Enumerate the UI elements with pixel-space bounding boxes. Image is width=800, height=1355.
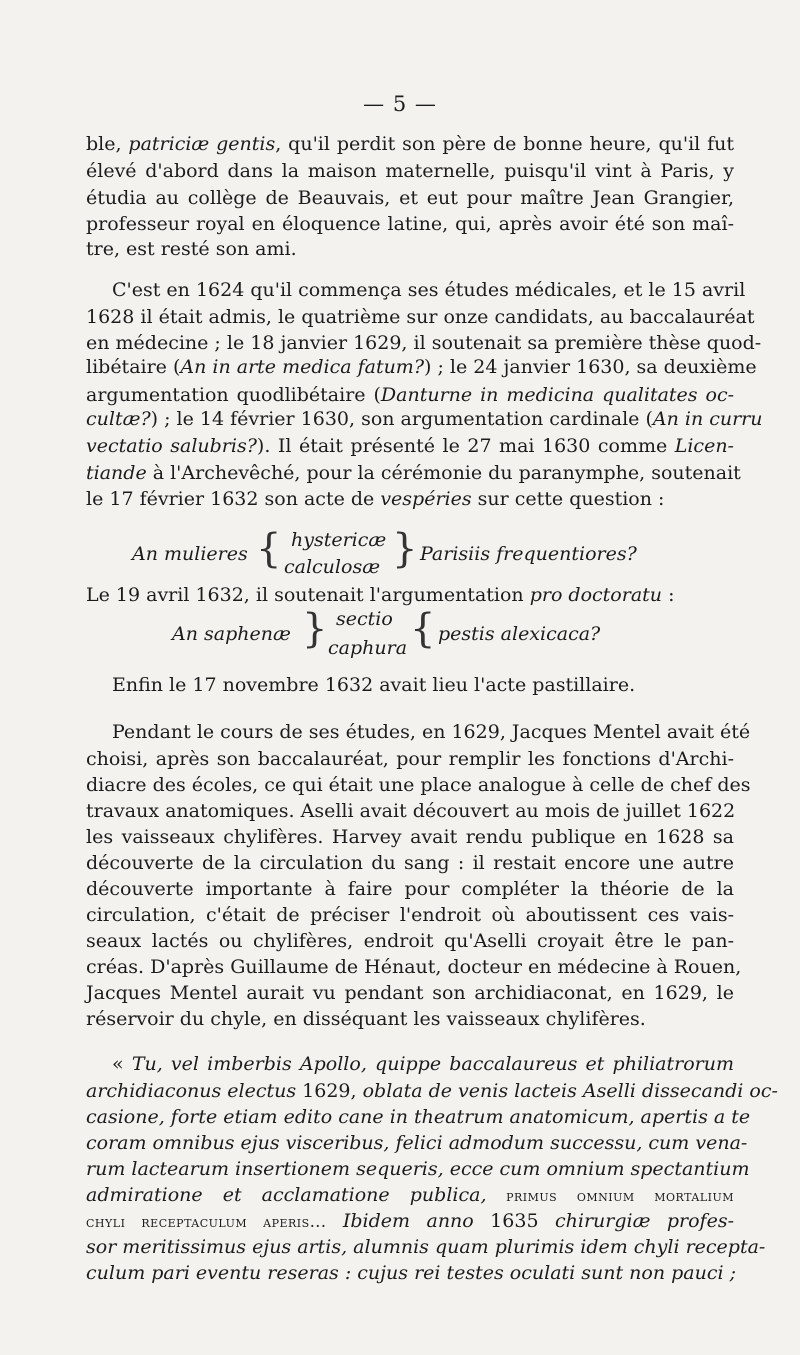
text-line: coram omnibus ejus visceribus, felici admodum successu, cum vena- [86,1132,748,1154]
text-line: créas. D'après Guillaume de Hénaut, docteur en médecine à Rouen, [86,956,742,978]
text-line: tre, est resté son ami. [86,238,297,260]
formula-top: hystericæ [291,529,387,551]
text-line: culum pari eventu reseras : cujus rei testes oculati sunt non pauci ; [86,1262,737,1284]
text-line: les vaisseaux chylifères. Harvey avait rendu publique en 1628 sa [86,826,734,848]
right-brace: } [392,526,418,572]
text-line: diacre des écoles, ce qui était une place analogue à celle de chef des [86,774,751,796]
text-line: ble, patriciæ gentis, qu'il perdit son père de bonne heure, qu'il fut [86,133,735,155]
text-line: 1628 il était admis, le quatrième sur onze candidats, au baccalauréat [86,306,755,328]
text-line: découverte de la circulation du sang : il restait encore une autre [86,852,734,874]
text-line: élevé d'abord dans la maison maternelle, puisqu'il vint à Paris, y [86,160,734,182]
text-line: cultæ?) ; le 14 février 1630, son argumentation cardinale (An in curru [86,408,763,430]
paragraph-3: Le 19 avril 1632, il soutenait l'argumentation pro doctoratu : [86,584,675,606]
text-line: professeur royal en éloquence latine, qui, après avoir été son maî- [86,213,734,235]
text-line: Pendant le cours de ses études, en 1629, Jacques Mentel avait été [112,721,751,743]
text-line: tiande à l'Archevêché, pour la cérémonie du paranymphe, soutenait [86,462,741,484]
text-line: seaux lactés ou chylifères, endroit qu'Aselli croyait être le pan- [86,930,734,952]
text-line: « Tu, vel imberbis Apollo, quippe baccalaureus et philiatrorum [112,1053,734,1075]
page-number: — 5 — [363,92,437,116]
text-line: travaux anatomiques. Aselli avait découvert au mois de juillet 1622 [86,800,736,822]
text-line: le 17 février 1632 son acte de vespéries sur cette question : [86,488,665,510]
text-line: admiratione et acclamatione publica, primus omnium mortalium [86,1184,734,1206]
text-line: découverte importante à faire pour compléter la théorie de la [86,878,734,900]
text-line: C'est en 1624 qu'il commença ses études médicales, et le 15 avril [112,279,746,301]
text-line: réservoir du chyle, en disséquant les vaisseaux chylifères. [86,1008,646,1030]
paragraph-4: Enfin le 17 novembre 1632 avait lieu l'acte pastillaire. [112,674,636,696]
formula-bottom: caphura [328,637,408,659]
left-brace: { [256,526,282,572]
text-line: archidiaconus electus 1629, oblata de venis lacteis Aselli dissecandi oc- [86,1080,778,1102]
text-line: étudia au collège de Beauvais, et eut pour maître Jean Grangier, [86,187,734,209]
text-line: libétaire (An in arte medica fatum?) ; le 24 janvier 1630, sa deuxième [86,356,757,378]
left-brace: } [302,606,328,652]
text-line: casione, forte etiam edito cane in theatrum anatomicum, apertis a te [86,1106,751,1128]
text-line: argumentation quodlibétaire (Danturne in medicina qualitates oc- [86,384,735,406]
text-line: chyli receptaculum aperis... Ibidem anno 1635 chirurgiæ profes- [86,1210,735,1232]
text-line: circulation, c'était de préciser l'endroit où aboutissent ces vais- [86,904,734,926]
text-line: choisi, après son baccalauréat, pour remplir les fonctions d'Archi- [86,748,734,770]
text-line: vectatio salubris?). Il était présenté le 27 mai 1630 comme Licen- [86,435,734,457]
text-line: sor meritissimus ejus artis, alumnis quam plurimis idem chyli recepta- [86,1236,766,1258]
text-line: Jacques Mentel aurait vu pendant son archidiaconat, en 1629, le [86,982,734,1004]
text-line: rum lactearum insertionem sequeris, ecce cum omnium spectantium [86,1158,750,1180]
formula-right: Parisiis frequentiores? [420,543,637,565]
formula-left: An mulieres [132,543,248,565]
formula-left: An saphenæ [172,623,291,645]
text-line: en médecine ; le 18 janvier 1629, il soutenait sa première thèse quod- [86,332,762,354]
formula-bottom: calculosæ [284,556,381,578]
right-brace: { [410,606,436,652]
formula-top: sectio [336,608,393,630]
formula-right: pestis alexicaca? [438,623,601,645]
